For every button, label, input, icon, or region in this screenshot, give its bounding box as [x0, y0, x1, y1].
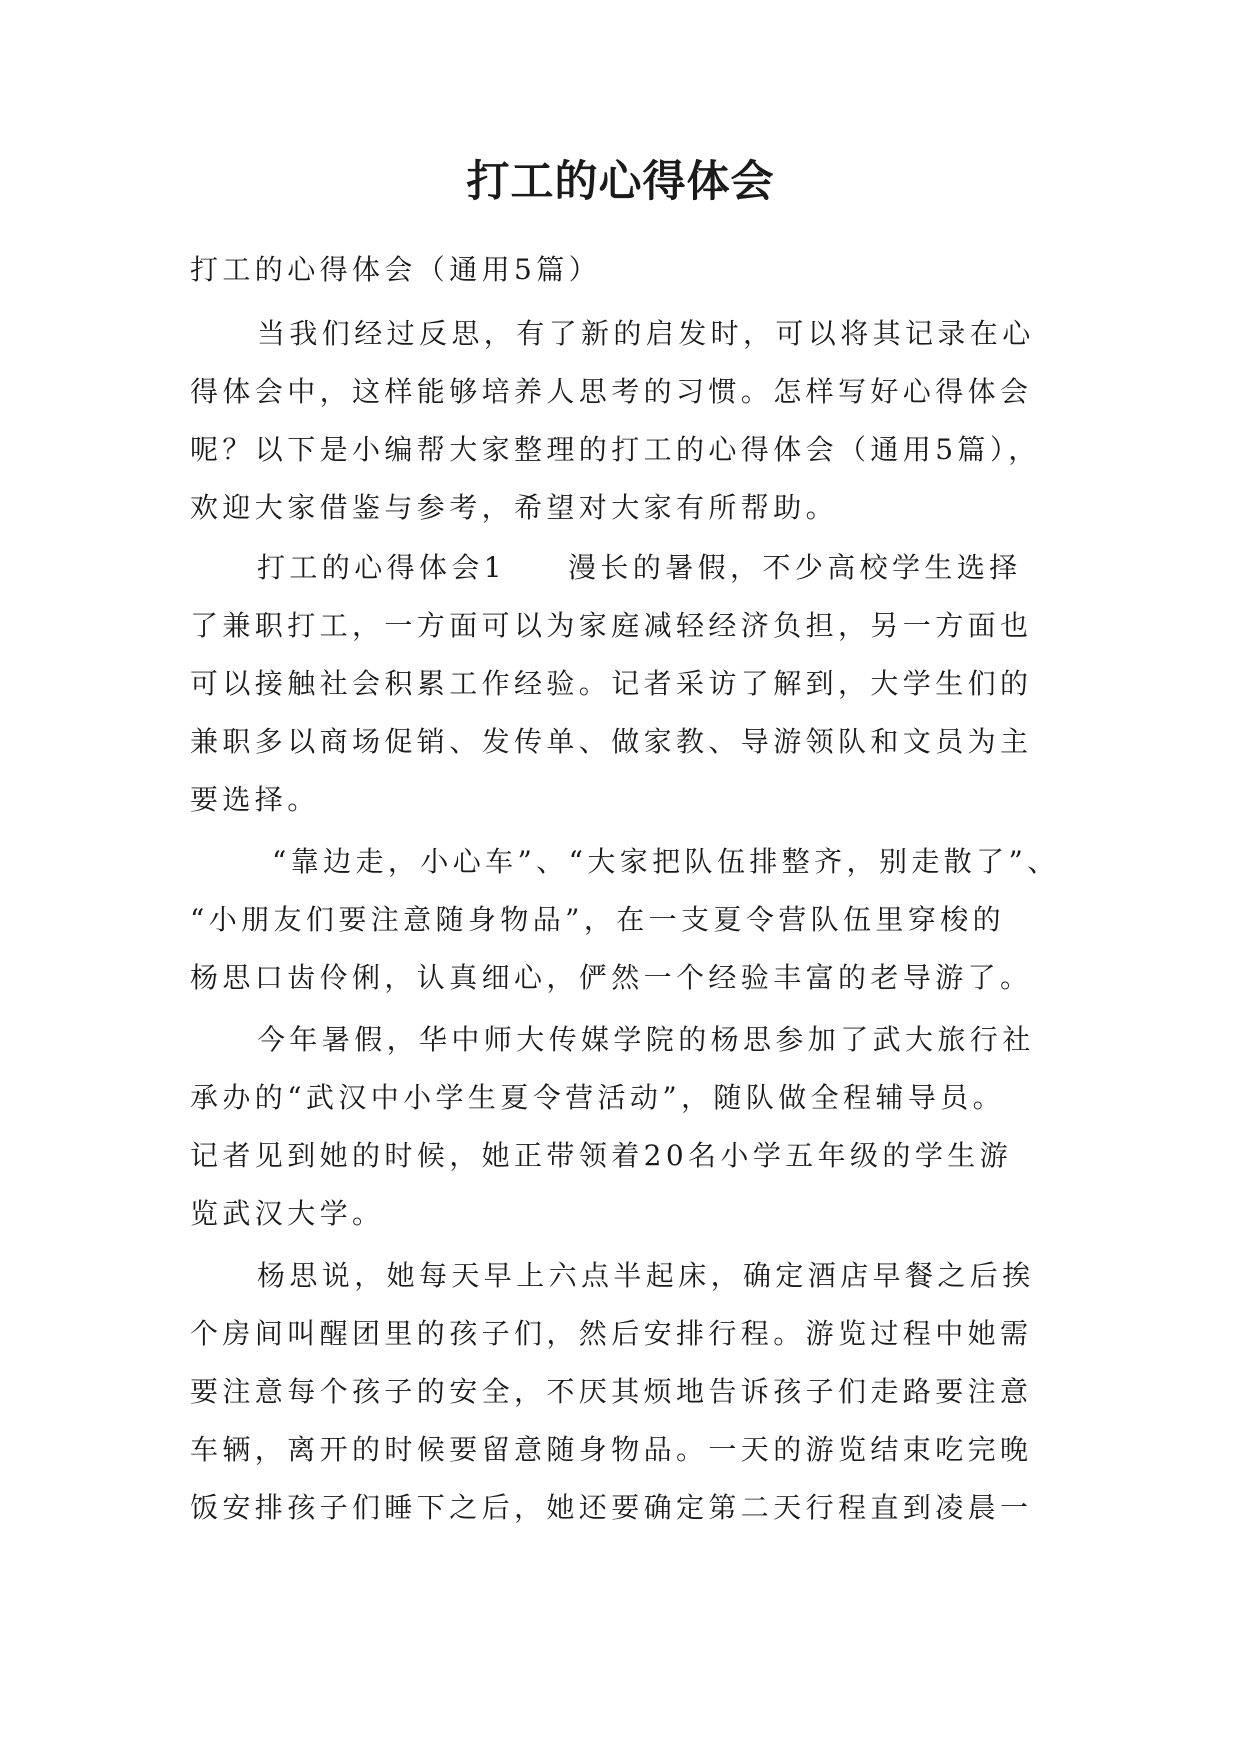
- text-line: “小朋友们要注意随身物品”，在一支夏令营队伍里穿梭的: [190, 903, 1006, 936]
- text-line: 要注意每个孩子的安全，不厌其烦地告诉孩子们走路要注意: [190, 1375, 1033, 1408]
- text-line: 饭安排孩子们睡下之后，她还要确定第二天行程直到凌晨一: [190, 1491, 1033, 1524]
- section-heading: 打工的心得体会1: [257, 551, 507, 584]
- section-heading-line: [257, 548, 1157, 588]
- text-line: 杨思口齿伶俐，认真细心，俨然一个经验丰富的老导游了。: [190, 961, 1033, 994]
- text-line: 览武汉大学。: [190, 1197, 385, 1230]
- document-title: 打工的心得体会: [466, 157, 775, 207]
- section-opening-text: 漫长的暑假，不少高校学生选择: [568, 551, 1022, 584]
- text-line: 杨思说，她每天早上六点半起床，确定酒店早餐之后挨: [257, 1259, 1035, 1292]
- text-line: 要选择。: [190, 783, 320, 816]
- text-line: 了兼职打工，一方面可以为家庭减轻经济负担，另一方面也: [190, 609, 1033, 642]
- text-line: 承办的“武汉中小学生夏令营活动”，随队做全程辅导员。: [190, 1081, 1006, 1114]
- text-line: 欢迎大家借鉴与参考，希望对大家有所帮助。: [190, 491, 839, 524]
- subtitle-line: 打工的心得体会（通用5篇）: [190, 253, 602, 286]
- text-line: 记者见到她的时候，她正带领着20名小学五年级的学生游: [190, 1139, 1013, 1172]
- text-line: 当我们经过反思，有了新的启发时，可以将其记录在心: [257, 317, 1035, 350]
- text-line: 呢？以下是小编帮大家整理的打工的心得体会（通用5篇），: [190, 433, 1041, 466]
- text-line: 可以接触社会积累工作经验。记者采访了解到，大学生们的: [190, 667, 1033, 700]
- text-line: 兼职多以商场促销、发传单、做家教、导游领队和文员为主: [190, 725, 1033, 758]
- text-line: 今年暑假，华中师大传媒学院的杨思参加了武大旅行社: [257, 1023, 1035, 1056]
- text-line: 个房间叫醒团里的孩子们，然后安排行程。游览过程中她需: [190, 1317, 1033, 1350]
- text-line: 得体会中，这样能够培养人思考的习惯。怎样写好心得体会: [190, 375, 1033, 408]
- text-line: 车辆，离开的时候要留意随身物品。一天的游览结束吃完晚: [190, 1433, 1033, 1466]
- text-line: “靠边走，小心车”、“大家把队伍排整齐，别走散了”、: [272, 845, 1060, 878]
